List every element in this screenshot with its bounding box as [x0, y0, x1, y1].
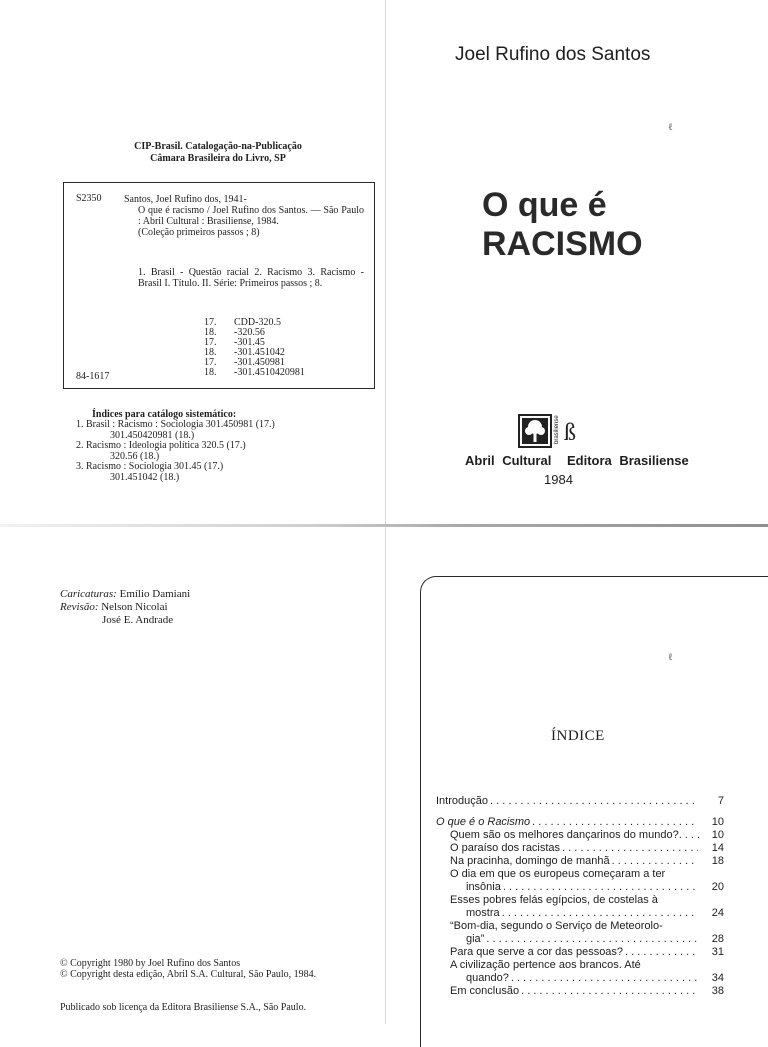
license-note: Publicado sob licença da Editora Brasiliense S.A., São Paulo.	[60, 1002, 307, 1013]
credit-name: Emílio Damiani	[119, 588, 191, 600]
catalog-index-line: 301.450420981 (18.)	[110, 429, 195, 441]
cdd-value: -301.45	[234, 337, 265, 348]
toc-entry-line: A civilização pertence aos brancos. Até	[450, 959, 641, 971]
cip-number: 84-1617	[76, 371, 110, 382]
toc-page: 31	[711, 946, 724, 958]
toc-page: 14	[711, 842, 724, 854]
toc-label: mostra	[466, 907, 500, 919]
toc-page: 18	[711, 855, 724, 867]
copyright-line: © Copyright 1980 by Joel Rufino dos Santos	[60, 958, 241, 969]
toc-page: 10	[711, 829, 724, 841]
spread-gutter	[385, 0, 386, 1024]
page-separator	[0, 524, 768, 527]
credit-label: Caricaturas:	[60, 588, 117, 600]
toc-label: O paraíso dos racistas	[450, 842, 561, 854]
toc-page: 20	[711, 881, 724, 893]
cdd-row	[204, 347, 305, 357]
author-name: Joel Rufino dos Santos	[455, 44, 651, 65]
toc-label: Introdução	[436, 795, 488, 807]
toc-entry-introducao[interactable]	[436, 795, 724, 808]
toc-entry-chapter[interactable]	[436, 816, 724, 829]
credit-name: José E. Andrade	[102, 614, 174, 626]
credit-revisao	[60, 601, 190, 614]
toc-label: insônia	[466, 881, 501, 893]
toc-entry-line: “Bom-dia, segundo o Serviço de Meteorolo-	[450, 920, 663, 932]
cip-code: S2350	[76, 193, 102, 204]
toc-entry[interactable]	[436, 946, 724, 959]
toc-entry[interactable]	[436, 829, 724, 842]
cip-subjects	[124, 267, 364, 289]
toc-entry[interactable]	[436, 881, 724, 894]
cdd-value: CDD-320.5	[234, 317, 281, 328]
copyright-line: © Copyright desta edição, Abril S.A. Cultural, São Paulo, 1984.	[60, 969, 317, 980]
cip-entry-line: (Coleção primeiros passos ; 8)	[138, 227, 260, 238]
cip-entry-line: O que é racismo / Joel Rufino dos Santos. — São Paulo : Abril Cultural : Brasiliense, 1984.	[138, 205, 364, 227]
toc-entry-line: O dia em que os europeus começaram a ter	[450, 868, 666, 880]
cdd-value: -320.56	[234, 327, 265, 338]
cdd-row	[204, 327, 305, 337]
cdd-edition: 17.	[204, 357, 217, 368]
brasiliense-logo-text: brasiliense	[554, 415, 560, 444]
toc-page: 10	[711, 816, 724, 828]
catalog-index-list	[76, 420, 275, 483]
toc-label: Quem são os melhores dançarinos do mundo?	[450, 829, 679, 841]
cdd-edition: 18.	[204, 327, 217, 338]
cip-header	[108, 141, 328, 165]
publisher-logos	[518, 414, 588, 450]
cdd-row	[204, 367, 305, 377]
cdd-edition: 18.	[204, 367, 217, 378]
toc-page: 24	[711, 907, 724, 919]
toc-entry[interactable]	[436, 907, 724, 920]
toc-page: 38	[711, 985, 724, 997]
credit-label: Revisão:	[60, 601, 99, 613]
cdd-edition: 17.	[204, 317, 217, 328]
book-title-line1: O que é	[482, 186, 607, 224]
cip-header-line2: Câmara Brasileira do Livro, SP	[150, 153, 286, 164]
toc-entry-line: Esses pobres felás egípcios, de costelas à	[450, 894, 658, 906]
cdd-table	[204, 317, 305, 377]
book-title-line2: RACISMO	[482, 225, 643, 263]
catalog-index-line: 301.451042 (18.)	[110, 471, 180, 483]
credits	[60, 588, 190, 627]
catalog-index-heading: Índices para catálogo sistemático:	[92, 409, 237, 420]
catalog-index-line: 2. Racismo : Ideologia política 320.5 (17.)	[76, 440, 246, 451]
toc-page: 28	[711, 933, 724, 945]
cdd-row	[204, 357, 305, 367]
toc-label: Em conclusão	[450, 985, 520, 997]
cip-entry-line: Santos, Joel Rufino dos, 1941-	[124, 194, 247, 205]
table-of-contents	[436, 795, 724, 998]
cip-entry	[124, 194, 364, 238]
toc-entry[interactable]	[436, 985, 724, 998]
toc-label: Na pracinha, domingo de manhã	[450, 855, 610, 867]
catalog-index-line: 1. Brasil : Racismo : Sociologia 301.450981 (17.)	[76, 419, 275, 430]
toc-entry[interactable]	[436, 842, 724, 855]
abril-tree-logo-icon	[518, 414, 588, 450]
pencil-mark-icon: ℓ	[668, 652, 673, 663]
cdd-value: -301.4510420981	[234, 367, 305, 378]
toc-page: 34	[711, 972, 724, 984]
book-title	[482, 186, 643, 264]
cdd-value: -301.451042	[234, 347, 285, 358]
publication-year: 1984	[544, 472, 573, 487]
toc-entry[interactable]	[436, 972, 724, 985]
catalog-index-line: 320.56 (18.)	[110, 450, 160, 462]
pencil-mark-icon: ℓ	[668, 122, 673, 133]
cdd-row	[204, 337, 305, 347]
toc-label: quando?	[466, 972, 509, 984]
cdd-row	[204, 317, 305, 327]
catalog-index-line: 3. Racismo : Sociologia 301.45 (17.)	[76, 461, 224, 472]
contents-title: ÍNDICE	[551, 728, 605, 744]
cip-catalog-card	[63, 182, 375, 389]
cdd-edition: 18.	[204, 347, 217, 358]
publisher-abril: Abril Cultural	[465, 453, 552, 468]
publishers	[465, 453, 689, 468]
credit-caricaturas	[60, 588, 190, 601]
toc-label: gia”	[466, 933, 485, 945]
cip-header-line1: CIP-Brasil. Catalogação-na-Publicação	[134, 141, 302, 152]
toc-label: Para que serve a cor das pessoas?	[450, 946, 624, 958]
cdd-edition: 17.	[204, 337, 217, 348]
publisher-brasiliense: Editora Brasiliense	[566, 453, 689, 468]
cip-subjects-text: 1. Brasil - Questão racial 2. Racismo 3. Racismo - Brasil I. Título. II. Série: Primeiros passos ; 8.	[138, 267, 364, 289]
toc-page: 7	[717, 795, 724, 807]
credit-name: Nelson Nicolai	[101, 601, 168, 613]
svg-text:ß: ß	[564, 420, 576, 446]
cdd-value: -301.450981	[234, 357, 285, 368]
toc-label: O que é o Racismo	[436, 816, 531, 828]
toc-entry[interactable]	[436, 933, 724, 946]
toc-entry[interactable]	[436, 855, 724, 868]
copyright	[60, 958, 316, 980]
